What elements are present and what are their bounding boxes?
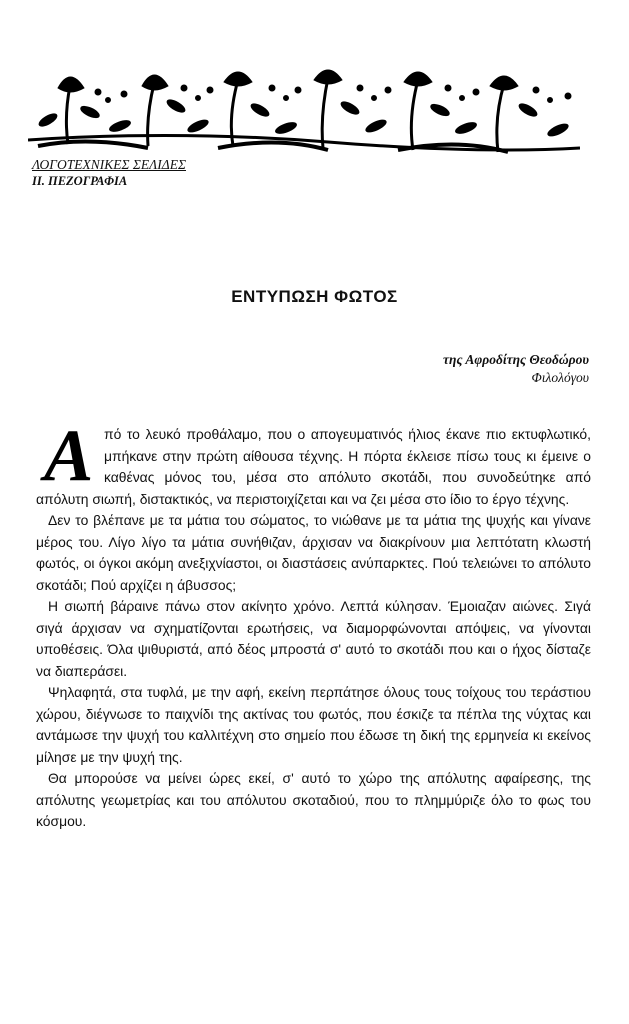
section-title: ΛΟΓΟΤΕΧΝΙΚΕΣ ΣΕΛΙΔΕΣ [32,157,186,172]
article-body [36,415,591,833]
author-name: της Αφροδίτης Θεοδώρου [443,352,589,367]
paragraph-4: Ψηλαφητά, στα τυφλά, με την αφή, εκείνη περπάτησε όλους τους τοίχους του τεράστιου χώρου, διέγνωσε το παιχνίδι της ακτίνας του φωτός, που έσκιζε τα πέπλα της νύχτας και αντάμωσε την ψυχή του καλλιτέχνη στο σημείο που έδωσε τη δική της ερμηνεία κι εκείνος μίλησε με την ψυχή της. [36,684,591,765]
paragraph-5: Θα μπορούσε να μείνει ώρες εκεί, σ' αυτό το χώρο της απόλυτης αφαίρεσης, της απόλυτης γεωμετρίας και του απόλυτου σκοταδιού, που το πλημμύριζε όλο το φως του κόσμου. [36,770,591,829]
paragraph-1 [36,415,591,510]
floral-banner-ornament [28,66,580,156]
author-role: Φιλολόγου [531,370,589,385]
paragraph-3: Η σιωπή βάραινε πάνω στον ακίνητο χρόνο. Λεπτά κύλησαν. Έμοιαζαν αιώνες. Σιγά σιγά άρχισαν να σχηματίζονται ερωτήσεις, να διαμορφώνονται απόψεις, να γίνονται υποθέσεις. Όλα ψιθυριστά, από δέος μπροστά σ' αυτό το σκοτάδι που και ο ήχος δίσταζε να διαπεράσει. [36,598,591,679]
section-subtitle: ΙΙ. ΠΕΖΟΓΡΑΦΙΑ [32,174,128,188]
drop-cap: Α [44,415,94,497]
section-heading [32,156,186,190]
paragraph-1-text: πό το λευκό προθάλαμο, που ο απογευματινός ήλιος έκανε πιο εκτυφλωτικό, μπήκανε στην πρώτη αίθουσα τέχνης. Η πόρτα έκλεισε πίσω τους κι έμεινε ο καθένας μόνος του, μέσα στο απόλυτο σκοτάδι, που συνοδεύτηκε από απόλυτη σιωπή, διστακτικός, να περιστοιχίζεται και να ζει μέσα στο ίδιο το έργο τέχνης. [36,426,591,507]
article-title: ΕΝΤΥΠΩΣΗ ΦΩΤΟΣ [231,287,398,306]
author-block [443,351,589,387]
paragraph-2: Δεν το βλέπανε με τα μάτια του σώματος, το νιώθανε με τα μάτια της ψυχής και γίνανε μέρος του. Λίγο λίγο τα μάτια συνήθιζαν, άρχισαν να διακρίνουν μια λεπτότατη κλωστή φωτός, οι όγκοι ακόμη ανεξιχνίαστοι, οι διαστάσεις ανύπαρκτες. Πού τελειώνει το απόλυτο σκοτάδι; Πού αρχίζει η άβυσσος; [36,512,591,593]
